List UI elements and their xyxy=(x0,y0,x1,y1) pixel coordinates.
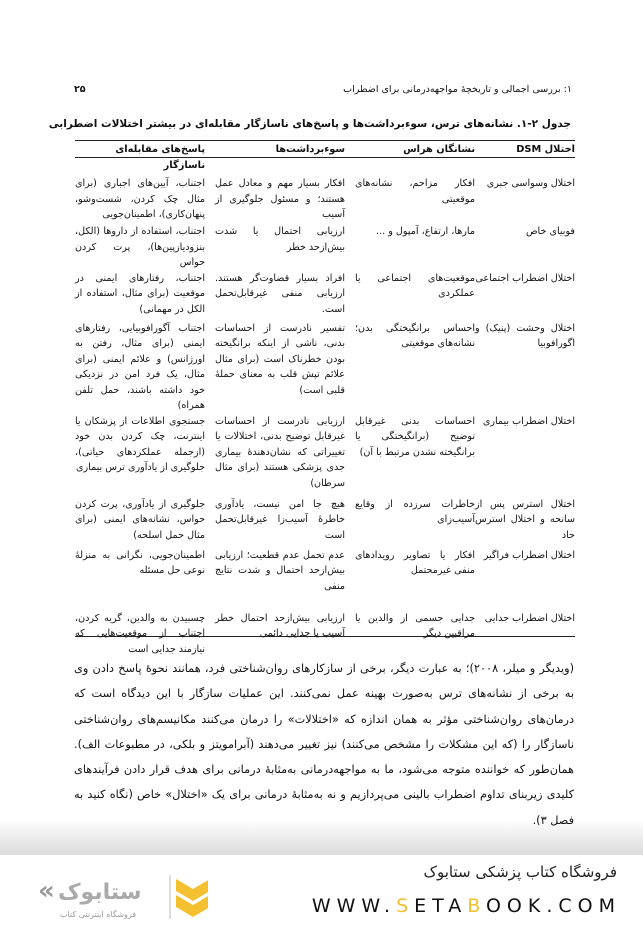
cell-coping: جلوگیری از یادآوری، پرت کردن حواس، نشانه‌های ایمنی (برای مثال حمل اسلحه) xyxy=(75,498,205,541)
cell-disorder: اختلال اضطراب فراگیر xyxy=(483,549,575,561)
header-misappraisals: سوءبرداشت‌ها xyxy=(275,144,345,155)
cell-misappraisals: هیچ جا امن نیست، یادآوری خاطرهٔ آسیب‌زا غیرقابل‌تحمل است xyxy=(215,498,345,541)
cell-coping: اجتناب، استفاده از داروها (الکل، بنزودیازپین‌ها)، پرت کردن حواس xyxy=(75,226,205,268)
header-cues: نشانگان هراس xyxy=(403,144,475,155)
cell-coping: جستجوی اطلاعات از پزشکان یا اینترنت، چک کردن بدن خود (ازجمله عملکردهای حیاتی)، جلوگیری از یادآوری ترس بیماری xyxy=(75,415,205,473)
cell-disorder: اختلال اضطراب جدایی xyxy=(484,612,575,624)
cell-misappraisals: ارزیابی نادرست از احساسات غیرقابل توضیح بدنی، اختلالات یا تغییراتی که نشان‌دهندهٔ بیماری جدی پزشکی هستند (برای مثال سرطان) xyxy=(215,415,345,489)
cell-fear-cues: مارها، ارتفاع، آمپول و ... xyxy=(376,226,475,237)
table-caption: جدول ۲-۱. نشانه‌های ترس، سوءبرداشت‌ها و پاسخ‌های ناسازگار مقابله‌ای در بیشتر اختلالات اضطرابی xyxy=(48,118,571,130)
svg-text:ستابوک: ستابوک xyxy=(58,880,142,905)
header-coping: پاسخ‌های مقابله‌ای ناسازگار xyxy=(115,144,205,171)
cell-fear-cues: افکار یا تصاویر رویدادهای منفی غیرمحتمل xyxy=(355,549,475,576)
store-name: فروشگاه کتاب پزشکی ستابوک xyxy=(423,863,617,881)
table-row xyxy=(75,321,581,414)
cell-misappraisals: ارزیابی احتمال یا شدت بیش‌ازحد خطر xyxy=(215,226,345,253)
table-row xyxy=(75,414,581,497)
cell-misappraisals: تفسیر نادرست از احساسات بدنی، ناشی از اینکه برانگیخته بودن خطرناک است (برای مثال علائم تپش قلب به معنای حملهٔ قلبی است) xyxy=(215,322,345,396)
table-header-row xyxy=(75,142,581,173)
cell-disorder: فوبیای خاص xyxy=(525,226,575,237)
cell-misappraisals: عدم تحمل عدم قطعیت؛ ارزیابی بیش‌ازحد احتمال و شدت نتایج منفی xyxy=(215,549,345,592)
page-number: ۲۵ xyxy=(74,84,86,95)
table-top-rule xyxy=(75,140,575,141)
table-row xyxy=(75,497,581,548)
cell-coping: اجتناب، رفتارهای ایمنی در موقعیت (برای مثال، استفاده از الکل در مهمانی) xyxy=(75,272,205,315)
setabook-logo xyxy=(28,867,208,923)
cell-misappraisals: افکار بسیار مهم و معادل عمل هستند؛ و مسئول جلوگیری از آسیب xyxy=(215,178,345,220)
cell-disorder: اختلال وحشت (پنیک) و اگورافوبیا xyxy=(475,322,575,349)
cell-fear-cues: موقعیت‌های اجتماعی یا عملکردی xyxy=(355,272,475,299)
cell-disorder: اختلال اضطراب بیماری xyxy=(482,415,575,427)
cell-fear-cues: احساس برانگیختگی بدن؛ نشانه‌های موقعیتی xyxy=(355,322,475,349)
cell-fear-cues: افکار مزاحم، نشانه‌های موقعیتی xyxy=(355,178,475,205)
table-row xyxy=(75,548,581,611)
cell-disorder: اختلال اضطراب اجتماعی xyxy=(475,272,575,284)
cell-fear-cues: جدایی جسمی از والدین یا مراقبین دیگر xyxy=(355,612,475,639)
body-paragraph: (ویدیگر و میلر، ۲۰۰۸)؛ به عبارت دیگر، برخی از سازکارهای روان‌شناختی فرد، همانند نحوهٔ پاسخ دادن وی به برخی از نشانه‌های ترس به‌صورت بهینه عمل نمی‌کنند. این عملیات سازگار با این دیدگاه است که درمان‌های روان‌شناختی مؤثر به همان اندازه که «اختلالات» را درمان می‌کنند مکانیسم‌های روان‌شناختی ناسازگار را (که این مشکلات را مشخص می‌کنند) نیز تغییر می‌دهند (آبرامویتز و بلکی، در مطبوعات الف). همان‌طور که خواننده متوجه می‌شود، ما به مواجهه‌درمانی به‌مثابهٔ درمانی برای هدف قرار دادن فرآیندهای کلیدی زیربنای تداوم اضطراب بالینی می‌پردازیم و نه به‌مثابهٔ درمانی برای یک «اختلال» خاص (نگاه کنید به فصل ۳). xyxy=(74,662,574,827)
header-dsm: اختلال DSM xyxy=(516,144,575,155)
svg-text:فروشگاه اینترنتی کتاب: فروشگاه اینترنتی کتاب xyxy=(60,910,137,919)
store-banner xyxy=(0,855,643,926)
store-url[interactable]: WWW.SETABOOK.COM xyxy=(311,895,621,917)
cell-misappraisals: ارزیابی بیش‌ازحد احتمال خطر آسیب یا جدایی دائمی xyxy=(215,612,345,639)
table-row xyxy=(75,224,581,271)
cell-disorder: اختلال وسواسی جبری xyxy=(486,178,575,189)
cell-disorder: اختلال استرس پس از سانحه و اختلال استرس حاد xyxy=(475,498,575,541)
cell-coping: اطمینان‌جویی، نگرانی به منزلهٔ نوعی حل مسئله xyxy=(75,549,205,576)
cell-coping: اجتناب آگورافوبیایی، رفتارهای ایمنی (برای مثال، رفتن به اورژانس) و علائم ایمنی (برای مثال، یک فرد امن در نزدیکی خود داشته باشند، حمل تلفن همراه) xyxy=(75,322,205,411)
cell-fear-cues: احساسات بدنی غیرقابل توضیح (برانگیختگی یا برانگیخته نشدن مرتبط با آن) xyxy=(355,415,475,458)
cell-misappraisals: افراد بسیار قضاوت‌گر هستند. ارزیابی منفی غیرقابل‌تحمل است. xyxy=(215,272,345,315)
svg-text:«: « xyxy=(38,876,55,906)
anxiety-disorders-table xyxy=(75,142,581,672)
table-row xyxy=(75,176,581,224)
cell-coping: چسبیدن به والدین، گریه کردن، اجتناب از موقعیت‌هایی که نیازمند جدایی است xyxy=(75,612,205,655)
running-header xyxy=(70,84,572,100)
running-title: ۱: بررسی اجمالی و تاریخچهٔ مواجهه‌درمانی برای اضطراب xyxy=(343,84,572,95)
cell-coping: اجتناب، آیین‌های اجباری (برای مثال چک کردن، شست‌وشو، پنهان‌کاری)، اطمینان‌جویی xyxy=(75,178,205,220)
cell-fear-cues: خاطرات سرزده از وقایع آسیب‌زای xyxy=(355,498,475,525)
table-row xyxy=(75,271,581,321)
